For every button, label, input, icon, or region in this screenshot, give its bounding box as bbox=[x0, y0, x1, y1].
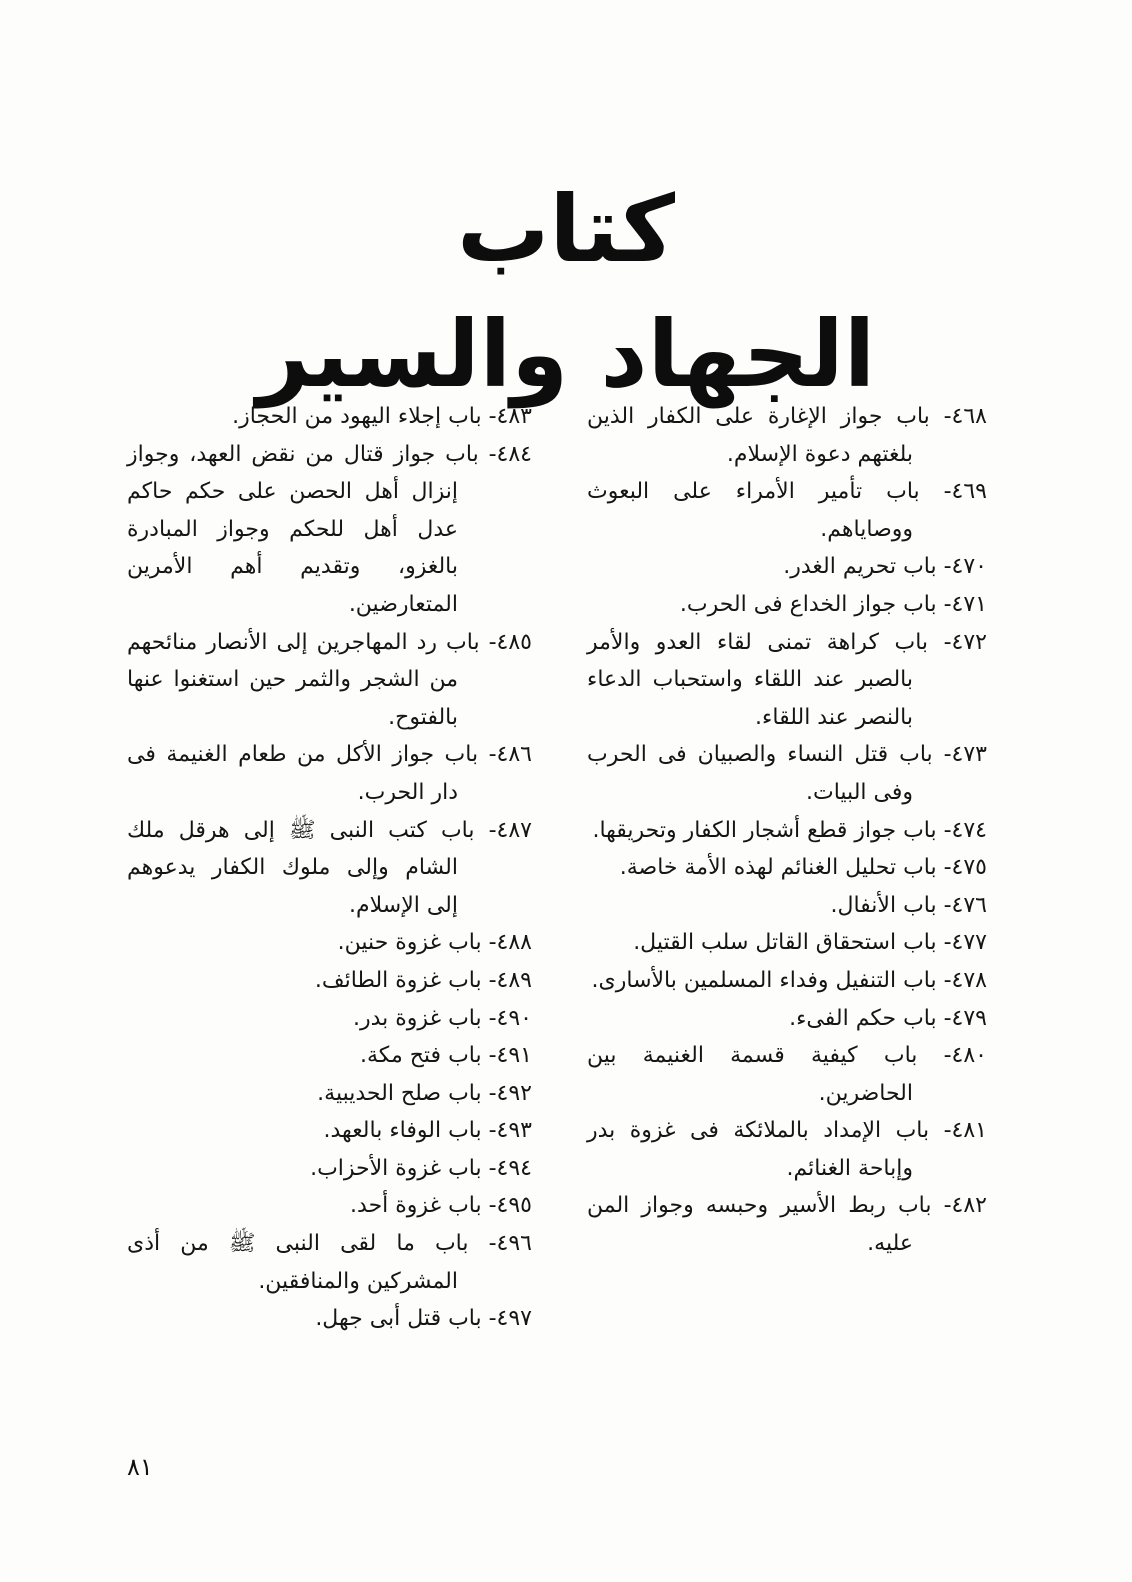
chapter-entry: ٤٦٨- باب جواز الإغارة على الكفار الذين بلغتهم دعوة الإسلام. bbox=[587, 404, 987, 467]
chapter-entry: ٤٨٣- باب إجلاء اليهود من الحجاز. bbox=[232, 404, 532, 429]
chapter-entry: ٤٧٩- باب حكم الفىء. bbox=[789, 1005, 987, 1031]
chapter-entry: ٤٨١- باب الإمداد بالملائكة فى غزوة بدر وإباحة الغنائم. bbox=[587, 1118, 987, 1181]
chapter-entry: ٤٨٤- باب جواز قتال من نقض العهد، وجواز إنزال أهل الحصن على حكم حاكم عدل أهل للحكم وجواز المبادرة بالغزو، وتقديم أهم الأمرين المتعارضين. bbox=[127, 441, 532, 617]
chapter-entry: ٤٩٥- باب غزوة أحد. bbox=[350, 1193, 532, 1219]
page-number: ٨١ bbox=[127, 1453, 153, 1481]
chapter-entry: ٤٩٢- باب صلح الحديبية. bbox=[317, 1080, 532, 1106]
chapter-entry: ٤٧٥- باب تحليل الغنائم لهذه الأمة خاصة. bbox=[619, 855, 987, 881]
chapter-entry: ٤٩٧- باب قتل أبى جهل. bbox=[315, 1306, 532, 1332]
chapter-entry: ٤٨٥- باب رد المهاجرين إلى الأنصار منائحهم من الشجر والثمر حين استغنوا عنها بالفتوح. bbox=[127, 629, 532, 730]
chapter-entry: ٤٨٩- باب غزوة الطائف. bbox=[314, 967, 532, 993]
book-subtitle: الجهاد والسير bbox=[256, 301, 876, 408]
chapter-entry: ٤٩٠- باب غزوة بدر. bbox=[353, 1005, 532, 1031]
chapter-entry: ٤٨٨- باب غزوة حنين. bbox=[337, 930, 532, 956]
chapter-entry: ٤٩٣- باب الوفاء بالعهد. bbox=[323, 1118, 532, 1144]
chapter-entry: ٤٧٤- باب جواز قطع أشجار الكفار وتحريقها. bbox=[592, 817, 987, 843]
chapter-entry: ٤٧١- باب جواز الخداع فى الحرب. bbox=[679, 591, 987, 617]
chapter-entry: ٤٧٨- باب التنفيل وفداء المسلمين بالأسارى. bbox=[591, 967, 987, 993]
chapter-entry: ٤٨٧- باب كتب النبى ﷺ إلى هرقل ملك الشام وإلى ملوك الكفار يدعوهم إلى الإسلام. bbox=[127, 817, 532, 918]
chapter-entry: ٤٦٩- باب تأمير الأمراء على البعوث ووصاياهم. bbox=[587, 479, 987, 542]
chapter-entry: ٤٧٢- باب كراهة تمنى لقاء العدو والأمر بالصبر عند اللقاء واستحباب الدعاء بالنصر عند اللقاء. bbox=[587, 629, 987, 730]
chapter-entry: ٤٩٦- باب ما لقى النبى ﷺ من أذى المشركين والمنافقين. bbox=[127, 1231, 532, 1294]
chapter-entry: ٤٨٠- باب كيفية قسمة الغنيمة بين الحاضرين. bbox=[587, 1043, 987, 1106]
book-title: كتاب bbox=[456, 176, 676, 283]
chapter-entry: ٤٨٦- باب جواز الأكل من طعام الغنيمة فى دار الحرب. bbox=[127, 742, 532, 805]
chapter-entry: ٤٩٤- باب غزوة الأحزاب. bbox=[310, 1155, 532, 1181]
chapter-entry: ٤٨٢- باب ربط الأسير وحبسه وجواز المن عليه. bbox=[587, 1193, 987, 1257]
chapter-entry: ٤٧٧- باب استحقاق القاتل سلب القتيل. bbox=[633, 930, 987, 956]
chapter-entry: ٤٧٦- باب الأنفال. bbox=[830, 892, 987, 918]
chapter-entry: ٤٧٣- باب قتل النساء والصبيان فى الحرب وفى البيات. bbox=[587, 742, 987, 805]
chapter-list-right bbox=[587, 398, 987, 1263]
chapter-entry: ٤٩١- باب فتح مكة. bbox=[360, 1043, 532, 1069]
chapter-list-left bbox=[127, 398, 532, 1338]
chapter-entry: ٤٧٠- باب تحريم الغدر. bbox=[783, 554, 987, 580]
